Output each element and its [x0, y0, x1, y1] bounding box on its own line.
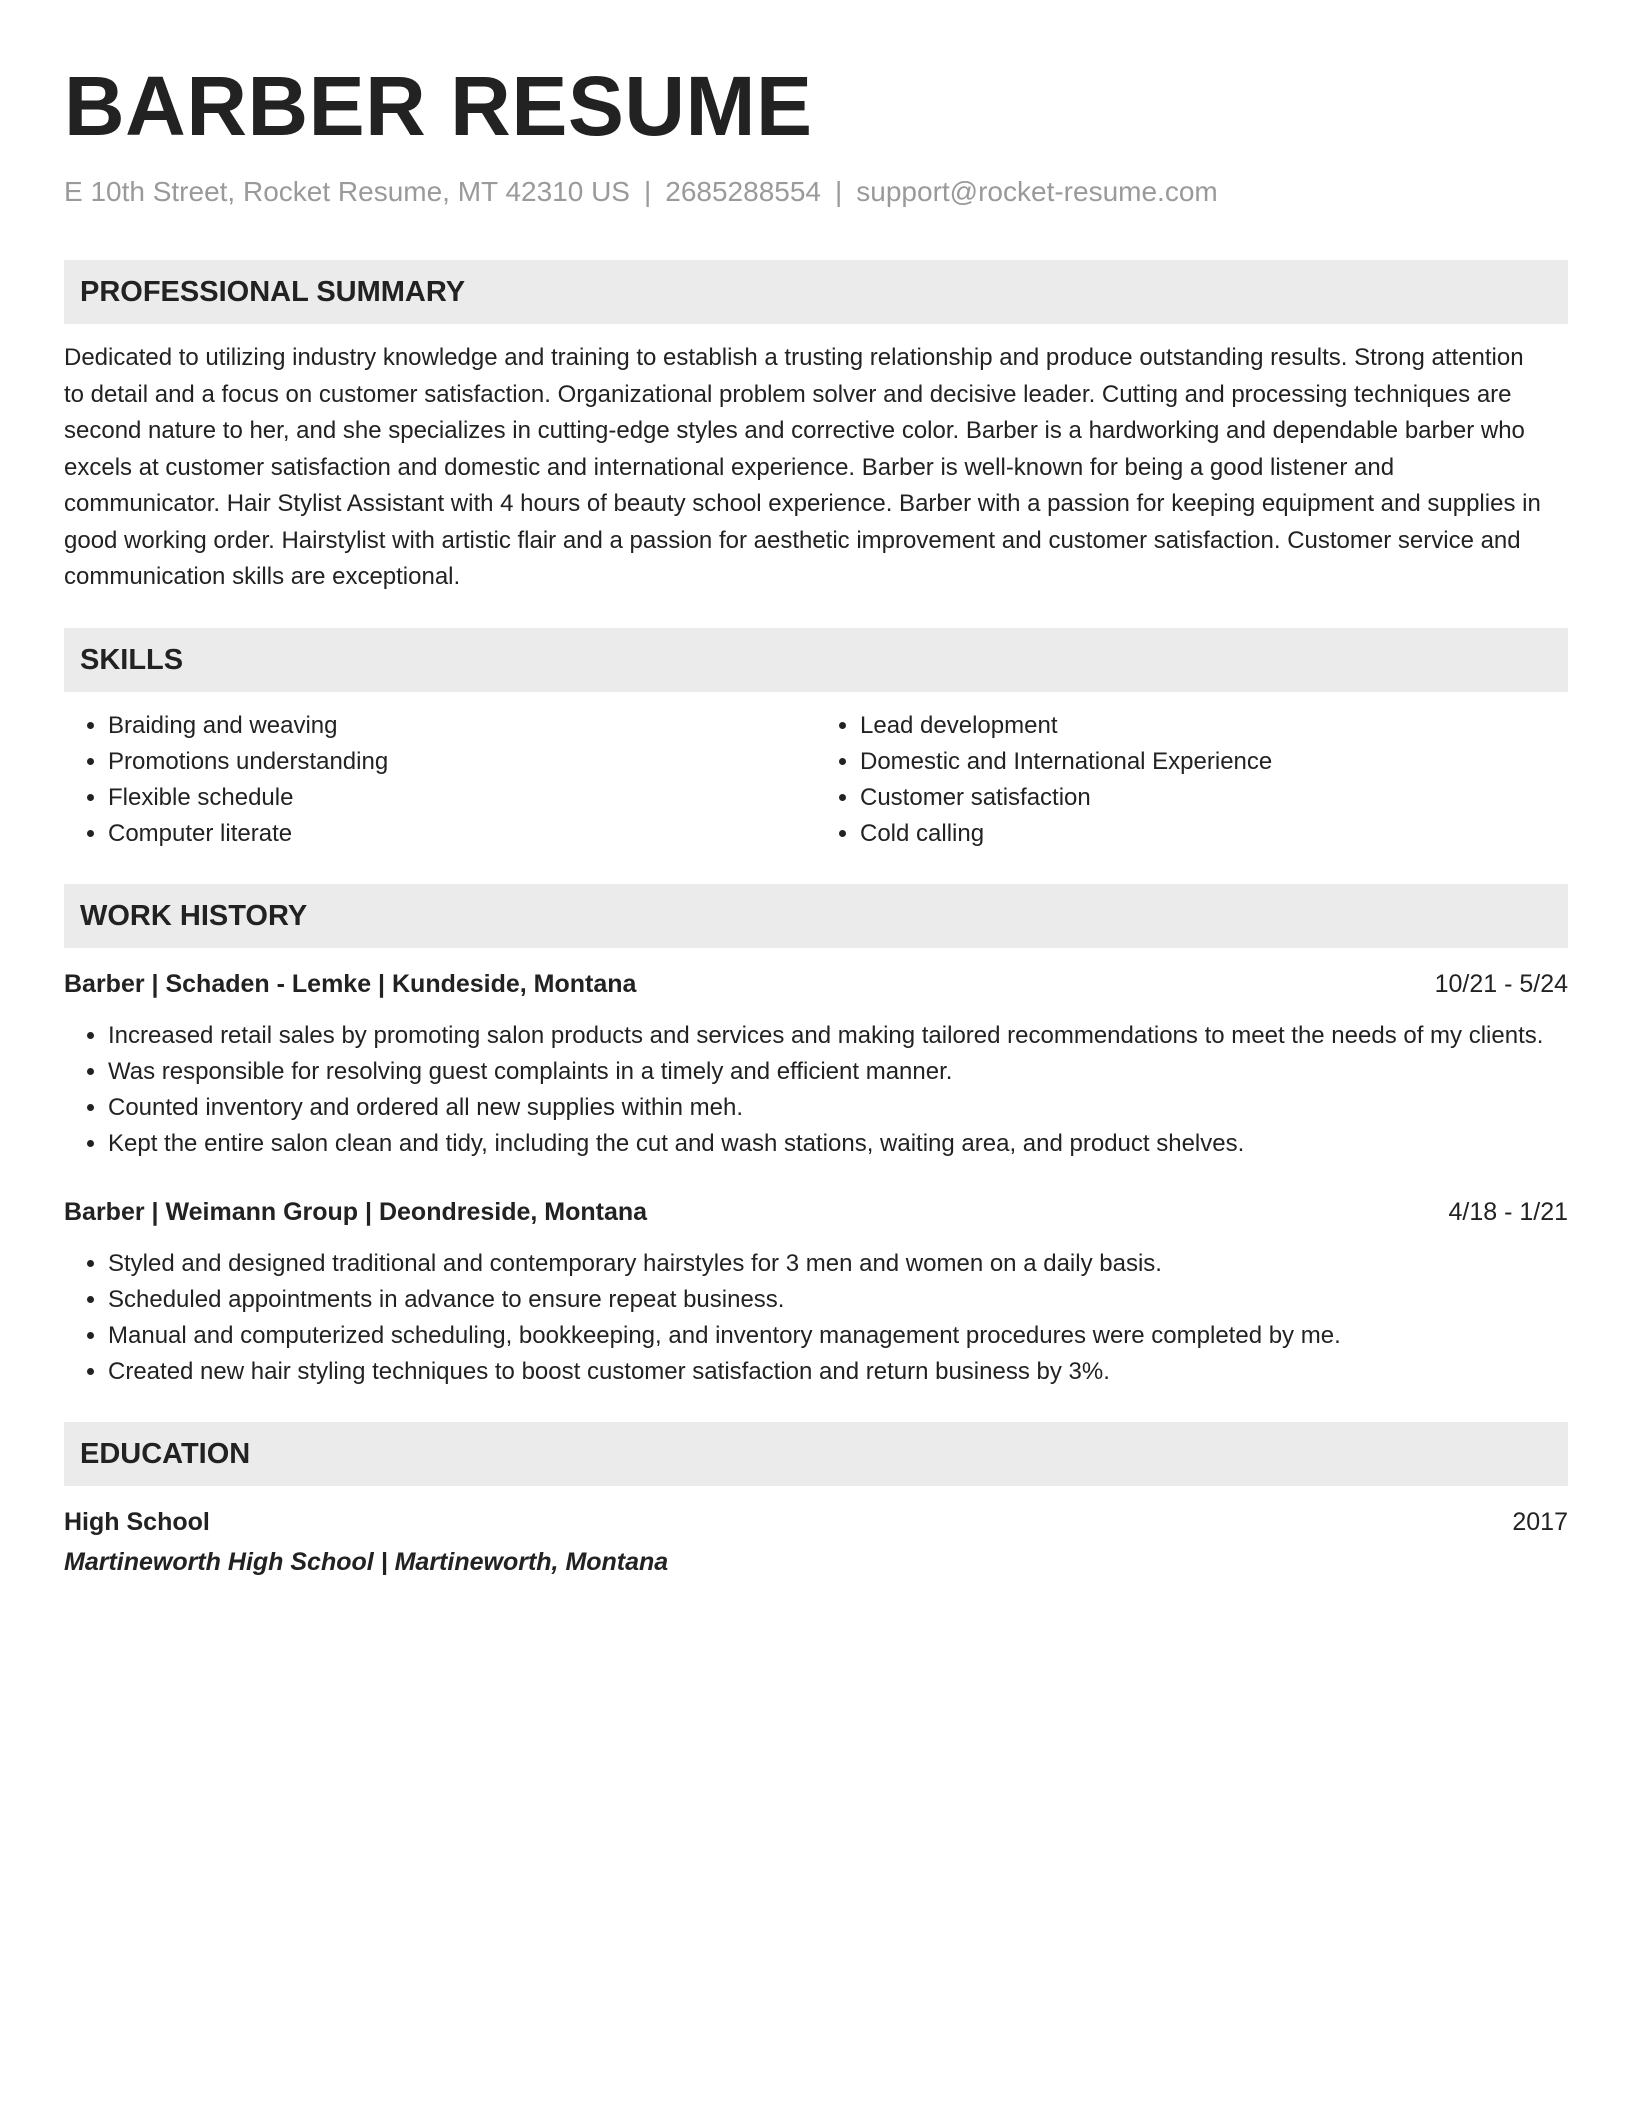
job-header: [64, 966, 1568, 1002]
job-bullets: [64, 1018, 1568, 1162]
contact-line: [64, 174, 1568, 210]
skills-column-right: [816, 708, 1568, 852]
job-dates: 4/18 - 1/21: [1448, 1197, 1568, 1226]
job-title: Barber | Schaden - Lemke | Kundeside, Montana: [64, 969, 637, 998]
section-heading-education: EDUCATION: [64, 1422, 1568, 1486]
job-bullet: • Scheduled appointments in advance to ensure repeat business.: [108, 1282, 1568, 1318]
contact-separator: |: [835, 176, 843, 207]
section-heading-skills: SKILLS: [64, 628, 1568, 692]
job-title: Barber | Weimann Group | Deondreside, Montana: [64, 1197, 648, 1226]
section-heading-work-history: WORK HISTORY: [64, 884, 1568, 948]
skills-list: [64, 708, 1568, 852]
job-bullet: • Was responsible for resolving guest complaints in a timely and efficient manner.: [108, 1054, 1568, 1090]
summary-text: Dedicated to utilizing industry knowledge and training to establish a trusting relationship and produce outstanding results. Strong attention to detail and a focus on customer satisfaction. Organizational problem solver and decisive leader. Cutting and processing techniques are second nature to her, and she specializes in cutting-edge styles and corrective color. Barber is a hardworking and dependable barber who excels at customer satisfaction and domestic and international experience. Barber is well-known for being a good listener and communicator. Hair Stylist Assistant with 4 hours of beauty school experience. Barber with a passion for keeping equipment and supplies in good working order. Hairstylist with artistic flair and a passion for aesthetic improvement and customer satisfaction. Customer service and communication skills are exceptional.: [64, 344, 1541, 590]
education-school: Martineworth High School | Martineworth, Montana: [64, 1547, 669, 1576]
skill-item: • Braiding and weaving: [108, 708, 816, 744]
education-header: [64, 1504, 1568, 1540]
skills-column-left: [64, 708, 816, 852]
skill-item: • Promotions understanding: [108, 744, 816, 780]
job-bullet: • Counted inventory and ordered all new supplies within meh.: [108, 1090, 1568, 1126]
skill-item: • Customer satisfaction: [860, 780, 1568, 816]
resume-title: BARBER RESUME: [64, 59, 813, 153]
contact-separator: |: [643, 176, 652, 207]
address: E 10th Street, Rocket Resume, MT 42310 US: [64, 176, 630, 207]
job-bullets: [64, 1246, 1568, 1390]
job-bullet: • Increased retail sales by promoting salon products and services and making tailored recommendations to meet the needs of my clients.: [108, 1018, 1568, 1054]
job-bullet: • Manual and computerized scheduling, bookkeeping, and inventory management procedures were completed by me.: [108, 1318, 1568, 1354]
job-bullet: • Created new hair styling techniques to boost customer satisfaction and return business by 3%.: [108, 1354, 1568, 1390]
skill-item: • Cold calling: [860, 816, 1568, 852]
job-header: [64, 1194, 1568, 1230]
email-link[interactable]: support@rocket-resume.com: [856, 176, 1218, 207]
skill-item: • Computer literate: [108, 816, 816, 852]
job-bullet: • Styled and designed traditional and contemporary hairstyles for 3 men and women on a daily basis.: [108, 1246, 1568, 1282]
job-bullet: • Kept the entire salon clean and tidy, including the cut and wash stations, waiting area, and product shelves.: [108, 1126, 1568, 1162]
job-dates: 10/21 - 5/24: [1434, 969, 1568, 998]
education-degree: High School: [64, 1507, 210, 1536]
education-year: 2017: [1512, 1507, 1568, 1536]
skill-item: • Lead development: [860, 708, 1568, 744]
job-entry: [64, 966, 1568, 1162]
skill-item: • Domestic and International Experience: [860, 744, 1568, 780]
job-entry: [64, 1194, 1568, 1390]
phone: 2685288554: [665, 176, 821, 207]
skill-item: • Flexible schedule: [108, 780, 816, 816]
section-heading-summary: PROFESSIONAL SUMMARY: [64, 260, 1568, 324]
